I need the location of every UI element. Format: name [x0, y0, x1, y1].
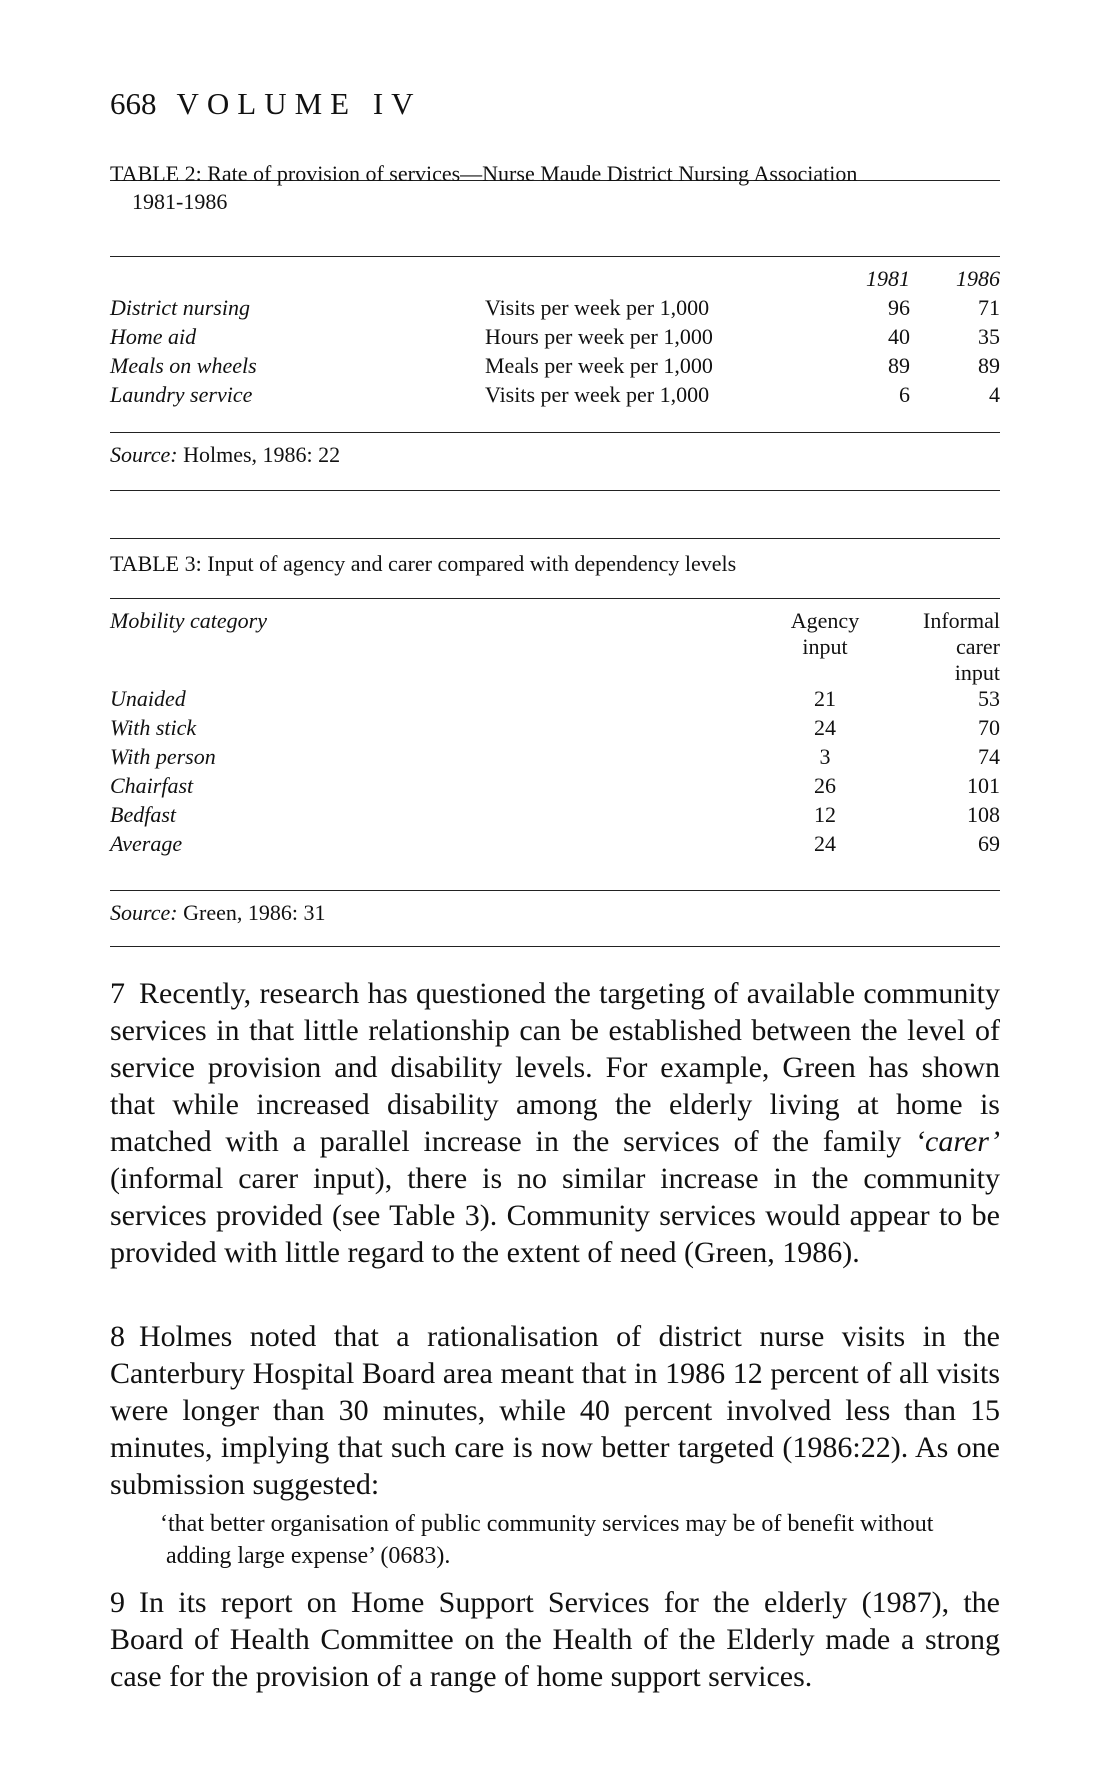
- paragraph-9-text: In its report on Home Support Services for the elderly (1987), the Board of Health Committee on the Health of the Elderly made a strong case for the provision of a range of home support services.: [110, 1586, 1000, 1693]
- table3-caption: TABLE 3: Input of agency and carer compared with dependency levels: [110, 551, 737, 576]
- paragraph-8-text: Holmes noted that a rationalisation of district nurse visits in the Canterbury Hospital Board area meant that in 1986 12 percent of all visits were longer than 30 minutes, while 40 percent involved less than 15 minutes, implying that such care is now better targeted (1986:22). As one submission suggested:: [110, 1320, 1000, 1501]
- service-measure: Visits per week per 1,000: [485, 295, 710, 320]
- service-name: Meals on wheels: [110, 353, 257, 378]
- table-row: [110, 773, 1000, 802]
- table3-header-rule: [110, 598, 1000, 599]
- table3-source-text: Green, 1986: 31: [183, 900, 326, 925]
- table3-top-rule: [110, 538, 1000, 539]
- agency-input: 24: [814, 831, 836, 856]
- table3-end-rule: [110, 946, 1000, 947]
- table2-source-label: Source:: [110, 442, 178, 467]
- value-1986: 35: [978, 324, 1000, 349]
- value-1981: 40: [888, 324, 910, 349]
- carer-input: 70: [978, 715, 1000, 740]
- carer-header-line1: Informal: [923, 608, 1000, 633]
- table-row: [110, 715, 1000, 744]
- table3: [110, 608, 1000, 860]
- page-header: [110, 86, 422, 122]
- table2-source: [110, 442, 340, 468]
- value-1986: 89: [978, 353, 1000, 378]
- mobility-category-header: Mobility category: [110, 608, 268, 633]
- value-1986: 71: [978, 295, 1000, 320]
- table2-bottom-rule: [110, 432, 1000, 433]
- informal-carer-header: [880, 608, 1000, 686]
- mobility-category: Chairfast: [110, 773, 194, 798]
- volume-label: VOLUME IV: [176, 86, 422, 121]
- table2-header-rule: [110, 256, 1000, 257]
- agency-input: 26: [814, 773, 836, 798]
- page-number: 668: [110, 86, 157, 121]
- value-1981: 96: [888, 295, 910, 320]
- mobility-category: With person: [110, 744, 216, 769]
- table-row: [110, 831, 1000, 860]
- table3-source: [110, 900, 325, 926]
- agency-input: 12: [814, 802, 836, 827]
- table2-caption-line1: TABLE 2: Rate of provision of services—Nurse Maude District Nursing Association: [110, 161, 858, 186]
- paragraph-7: [110, 975, 1000, 1271]
- service-name: Home aid: [110, 324, 197, 349]
- value-1981: 89: [888, 353, 910, 378]
- agency-header-line1: Agency: [790, 608, 860, 633]
- carer-input: 53: [978, 686, 1000, 711]
- table-row: [110, 295, 1000, 324]
- agency-input: 3: [819, 744, 831, 769]
- paragraph-9: [110, 1584, 1000, 1695]
- carer-input: 108: [967, 802, 1000, 827]
- table-row: [110, 802, 1000, 831]
- agency-input-header: [770, 608, 880, 686]
- table2-end-rule: [110, 490, 1000, 491]
- service-measure: Visits per week per 1,000: [485, 382, 710, 407]
- paragraph-7-text-b: (informal carer input), there is no similar increase in the community services provided (see Table 3). Community services would appear to be provided with little regard to the extent of need (Green, 1986).: [110, 1162, 1000, 1269]
- service-name: District nursing: [110, 295, 250, 320]
- carer-header-line3: input: [954, 660, 1000, 685]
- table3-bottom-rule: [110, 890, 1000, 891]
- table-row: [110, 324, 1000, 353]
- mobility-category: Unaided: [110, 686, 186, 711]
- mobility-category: Average: [110, 831, 183, 856]
- paragraph-7-text-a: Recently, research has questioned the targeting of available community services in that little relationship can be established between the level of service provision and disability levels. For example, Green has shown that while increased disability among the elderly living at home is matched with a parallel increase in the services of the family: [110, 977, 1000, 1158]
- mobility-category: Bedfast: [110, 802, 176, 827]
- carer-input: 69: [978, 831, 1000, 856]
- table2-caption-line2: 1981-1986: [132, 189, 228, 214]
- carer-header-line2: carer: [956, 634, 1000, 659]
- agency-input: 21: [814, 686, 836, 711]
- service-measure: Hours per week per 1,000: [485, 324, 713, 349]
- table2-source-text: Holmes, 1986: 22: [183, 442, 341, 467]
- paragraph-8: [110, 1318, 1000, 1503]
- table2-caption: [110, 160, 1000, 216]
- value-1981: 6: [899, 382, 910, 407]
- service-measure: Meals per week per 1,000: [485, 353, 713, 378]
- carer-input: 101: [967, 773, 1000, 798]
- carer-emphasis: ‘carer’: [915, 1125, 1000, 1158]
- carer-input: 74: [978, 744, 1000, 769]
- table-row: [110, 744, 1000, 773]
- table3-source-label: Source:: [110, 900, 178, 925]
- table2: [110, 266, 1000, 411]
- table2-header-1986: 1986: [956, 266, 1000, 291]
- paragraph-number: 7: [110, 977, 125, 1010]
- table-row: [110, 353, 1000, 382]
- paragraph-number: 8: [110, 1320, 125, 1353]
- table-row: [110, 382, 1000, 411]
- table-row: [110, 686, 1000, 715]
- agency-input: 24: [814, 715, 836, 740]
- mobility-category: With stick: [110, 715, 197, 740]
- block-quote: ‘that better organisation of public community services may be of benefit without adding large expense’ (0683).: [160, 1511, 934, 1569]
- paragraph-number: 9: [110, 1586, 125, 1619]
- agency-header-line2: input: [802, 634, 848, 659]
- service-name: Laundry service: [110, 382, 253, 407]
- table2-header-1981: 1981: [866, 266, 910, 291]
- value-1986: 4: [989, 382, 1000, 407]
- table3-header-row: [110, 608, 1000, 686]
- table2-header-row: [110, 266, 1000, 295]
